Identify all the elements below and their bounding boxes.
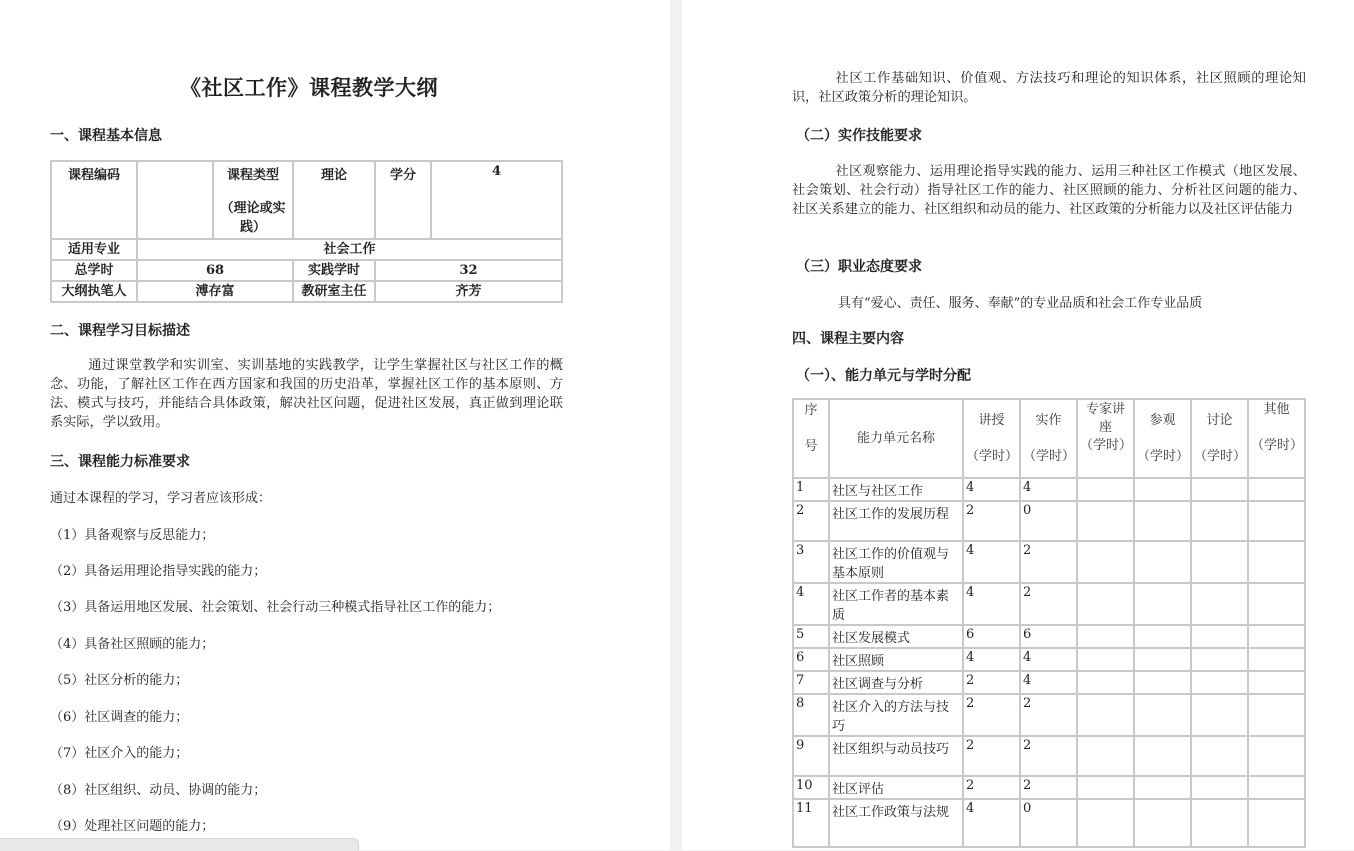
cell-lecture: 4 [963, 478, 1020, 501]
cell-practice: 2 [1020, 541, 1077, 583]
cell-no: 6 [793, 648, 829, 671]
header-lecture: 讲授 （学时） [963, 399, 1020, 478]
cell-empty [1134, 501, 1191, 541]
cell-name: 社区发展模式 [829, 625, 963, 648]
ability-item: （8）社区组织、动员、协调的能力； [50, 783, 267, 798]
cell-empty [1191, 776, 1248, 799]
section-heading-basic-info: 一、课程基本信息 [50, 128, 162, 144]
section-heading-skills: （二）实作技能要求 [796, 128, 922, 144]
cell-name: 社区工作者的基本素质 [829, 583, 963, 625]
table-row [793, 776, 1305, 799]
cell-empty [1134, 625, 1191, 648]
cell-empty [1134, 541, 1191, 583]
horizontal-scrollbar[interactable] [0, 838, 359, 851]
cell-name: 社区组织与动员技巧 [829, 736, 963, 776]
cell-empty [1248, 625, 1305, 648]
cell-empty [1248, 671, 1305, 694]
cell-empty [1191, 648, 1248, 671]
cell-no: 9 [793, 736, 829, 776]
section-heading-attitude: （三）职业态度要求 [796, 259, 922, 275]
cell-lecture: 2 [963, 501, 1020, 541]
cell-empty [1191, 625, 1248, 648]
cell-empty [1077, 625, 1134, 648]
cell-empty [1134, 648, 1191, 671]
cell-practice: 2 [1020, 776, 1077, 799]
table-row [793, 478, 1305, 501]
document-title: 《社区工作》课程教学大纲 [180, 75, 438, 100]
cell-empty [1077, 583, 1134, 625]
cell-empty [1248, 736, 1305, 776]
director-value: 齐芳 [375, 281, 562, 302]
cell-empty [1077, 671, 1134, 694]
cell-empty [1191, 583, 1248, 625]
cell-empty [1191, 799, 1248, 847]
cell-empty [1191, 736, 1248, 776]
type-label: 课程类型 （理论或实践） [213, 161, 293, 239]
section-heading-abilities: 三、课程能力标准要求 [50, 454, 190, 470]
table-row [793, 671, 1305, 694]
ability-item: （3）具备运用地区发展、社会策划、社会行动三种模式指导社区工作的能力； [50, 600, 501, 615]
header-expert: 专家讲座 （学时） [1077, 399, 1134, 478]
ability-item: （9）处理社区问题的能力； [50, 819, 215, 834]
cell-no: 4 [793, 583, 829, 625]
ability-item: （6）社区调查的能力； [50, 710, 189, 725]
cell-empty [1248, 648, 1305, 671]
cell-name: 社区工作的价值观与基本原则 [829, 541, 963, 583]
cell-lecture: 4 [963, 541, 1020, 583]
attitude-paragraph: 具有“爱心、责任、服务、奉献”的专业品质和社会工作专业品质 [838, 296, 1203, 311]
cell-empty [1077, 799, 1134, 847]
header-no: 序 号 [793, 399, 829, 478]
abilities-intro: 通过本课程的学习，学习者应该形成： [50, 491, 272, 506]
header-other: 其他 （学时） [1248, 399, 1305, 478]
goal-paragraph: 通过课堂教学和实训室、实训基地的实践教学，让学生掌握社区与社区工作的概念、功能，了解社区工作在西方国家和我国的历史沿革，掌握社区工作的基本原则、方法、模式与技巧，并能结合具体政策，解决社区问题，促进社区发展，真正做到理论联系实际，学以致用。 [50, 358, 563, 430]
section-heading-content: 四、课程主要内容 [792, 331, 904, 347]
cell-name: 社区评估 [829, 776, 963, 799]
code-value [137, 161, 213, 239]
document-page-left [0, 0, 670, 850]
cell-empty [1191, 501, 1248, 541]
cell-empty [1134, 736, 1191, 776]
cell-practice: 0 [1020, 501, 1077, 541]
cell-name: 社区介入的方法与技巧 [829, 694, 963, 736]
cell-empty [1191, 478, 1248, 501]
header-practice: 实作 （学时） [1020, 399, 1077, 478]
header-unit-name: 能力单元名称 [829, 399, 963, 478]
cell-empty [1077, 736, 1134, 776]
table-row [793, 799, 1305, 847]
cell-empty [1077, 648, 1134, 671]
cell-no: 5 [793, 625, 829, 648]
cell-empty [1248, 694, 1305, 736]
cell-empty [1134, 583, 1191, 625]
cell-no: 1 [793, 478, 829, 501]
practice-hours-value: 32 [375, 260, 562, 281]
cell-empty [1077, 776, 1134, 799]
cell-practice: 2 [1020, 583, 1077, 625]
cell-no: 11 [793, 799, 829, 847]
table-row [793, 541, 1305, 583]
cell-lecture: 4 [963, 648, 1020, 671]
practice-hours-label: 实践学时 [293, 260, 375, 281]
cell-name: 社区调查与分析 [829, 671, 963, 694]
cell-empty [1248, 501, 1305, 541]
cell-lecture: 2 [963, 671, 1020, 694]
cell-practice: 4 [1020, 671, 1077, 694]
cell-empty [1134, 694, 1191, 736]
table-row [793, 583, 1305, 625]
cell-empty [1134, 671, 1191, 694]
header-discuss: 讨论 （学时） [1191, 399, 1248, 478]
credit-value: 4 [431, 161, 562, 239]
table-row [793, 648, 1305, 671]
cell-empty [1077, 478, 1134, 501]
major-label: 适用专业 [51, 239, 137, 260]
section-heading-units: （一）、能力单元与学时分配 [796, 368, 971, 384]
cell-name: 社区工作的发展历程 [829, 501, 963, 541]
header-visit: 参观 （学时） [1134, 399, 1191, 478]
cell-no: 2 [793, 501, 829, 541]
hours-value: 68 [137, 260, 293, 281]
cell-empty [1134, 776, 1191, 799]
cell-lecture: 4 [963, 583, 1020, 625]
cell-lecture: 2 [963, 776, 1020, 799]
cell-empty [1191, 541, 1248, 583]
table-row [793, 736, 1305, 776]
cell-empty [1248, 799, 1305, 847]
cell-empty [1191, 694, 1248, 736]
cell-lecture: 2 [963, 736, 1020, 776]
cell-empty [1248, 541, 1305, 583]
hours-label: 总学时 [51, 260, 137, 281]
ability-item: （7）社区介入的能力； [50, 746, 189, 761]
skills-paragraph: 社区观察能力、运用理论指导实践的能力、运用三种社区工作模式（地区发展、社会策划、社会行动）指导社区工作的能力、社区照顾的能力、分析社区问题的能力、社区关系建立的能力、社区组织和动员的能力、社区政策的分析能力以及社区评估能力 [792, 164, 1306, 217]
director-label: 教研室主任 [293, 281, 375, 302]
author-value: 溥存富 [137, 281, 293, 302]
cell-practice: 2 [1020, 694, 1077, 736]
cell-empty [1134, 478, 1191, 501]
cell-no: 7 [793, 671, 829, 694]
credit-label: 学分 [375, 161, 431, 239]
course-info-table [50, 160, 563, 303]
table-row [793, 501, 1305, 541]
ability-units-table [792, 398, 1306, 848]
cell-no: 8 [793, 694, 829, 736]
section-heading-goals: 二、课程学习目标描述 [50, 323, 190, 339]
cell-empty [1191, 671, 1248, 694]
cell-no: 3 [793, 541, 829, 583]
cell-practice: 4 [1020, 478, 1077, 501]
author-label: 大纲执笔人 [51, 281, 137, 302]
table-row [793, 694, 1305, 736]
cell-lecture: 6 [963, 625, 1020, 648]
table-row [793, 625, 1305, 648]
cell-lecture: 4 [963, 799, 1020, 847]
ability-item: （5）社区分析的能力； [50, 673, 189, 688]
cell-empty [1248, 776, 1305, 799]
cell-name: 社区照顾 [829, 648, 963, 671]
cell-practice: 2 [1020, 736, 1077, 776]
knowledge-paragraph: 社区工作基础知识、价值观、方法技巧和理论的知识体系，社区照顾的理论知识，社区政策分析的理论知识。 [792, 71, 1306, 105]
major-value: 社会工作 [137, 239, 562, 260]
ability-item: （4）具备社区照顾的能力； [50, 637, 215, 652]
cell-empty [1077, 501, 1134, 541]
ability-item: （1）具备观察与反思能力； [50, 528, 215, 543]
code-label: 课程编码 [51, 161, 137, 239]
cell-name: 社区与社区工作 [829, 478, 963, 501]
cell-empty [1077, 694, 1134, 736]
cell-practice: 6 [1020, 625, 1077, 648]
type-value: 理论 [293, 161, 375, 239]
cell-empty [1077, 541, 1134, 583]
cell-practice: 0 [1020, 799, 1077, 847]
ability-item: （2）具备运用理论指导实践的能力； [50, 564, 267, 579]
cell-name: 社区工作政策与法规 [829, 799, 963, 847]
cell-practice: 4 [1020, 648, 1077, 671]
cell-empty [1248, 478, 1305, 501]
cell-empty [1134, 799, 1191, 847]
cell-no: 10 [793, 776, 829, 799]
cell-lecture: 2 [963, 694, 1020, 736]
cell-empty [1248, 583, 1305, 625]
